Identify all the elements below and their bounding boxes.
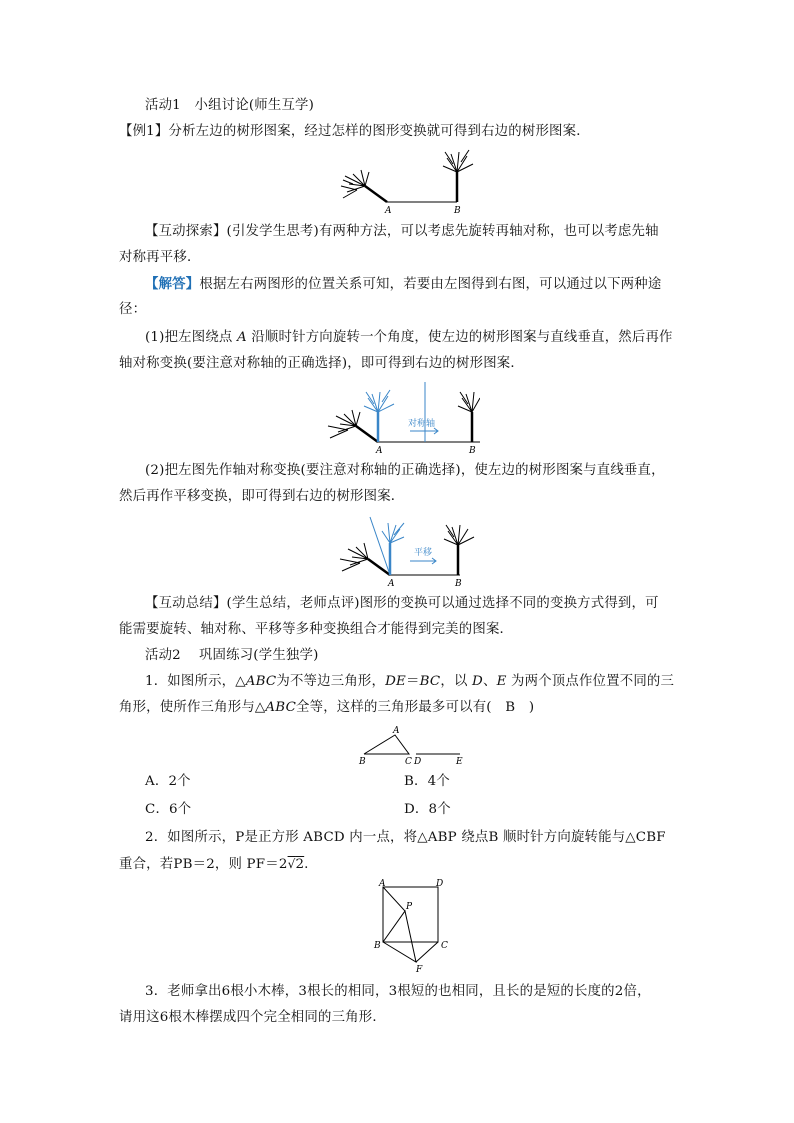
figure5-label-b: B	[374, 941, 381, 951]
figure3-right-tree	[444, 525, 474, 575]
figure1-trees	[335, 146, 475, 216]
figure4-label-a: A	[393, 726, 400, 736]
explore-line2: 对称再平移．	[119, 250, 201, 265]
figure3-left-tree	[340, 543, 390, 575]
q1-option-c: C．6个	[145, 802, 192, 817]
example1-text: 分析左边的树形图案，经过怎样的图形变换就可得到右边的树形图案．	[168, 124, 590, 139]
example1-line	[119, 123, 681, 141]
q1-text-b: 为不等边三角形，	[276, 674, 386, 689]
solution-label: 【解答】	[145, 276, 200, 292]
q1-abc: ABC	[245, 674, 277, 689]
q1-de: DE	[385, 674, 407, 689]
figure4-label-e: E	[456, 757, 463, 767]
figure5-label-c: C	[441, 941, 448, 951]
method1-point-a: A	[237, 330, 247, 345]
figure5-square-abcd	[383, 887, 438, 942]
figure1-right-tree	[443, 150, 473, 202]
explore-label: 【互动探索】	[145, 224, 227, 239]
q1-line1	[145, 673, 707, 691]
q3-line2: 请用这6根木棒摆成四个完全相同的三角形．	[119, 1010, 386, 1025]
q2-text-a: 重合，若PB＝2，则 PF＝2	[119, 857, 288, 872]
q2-text-c: .	[304, 857, 309, 872]
figure4-triangle	[355, 724, 467, 768]
figure1-label-a: A	[385, 206, 392, 216]
figure5-label-d: D	[436, 879, 444, 889]
q1-abc-2: ABC	[265, 700, 297, 715]
q1-text-c: ，以	[440, 674, 468, 689]
figure3-label-b: B	[455, 579, 462, 587]
figure2-reflection	[320, 382, 480, 454]
figure2-left-tree	[328, 410, 378, 442]
solution-line2: 径：	[119, 302, 147, 317]
figure4-label-d: D	[414, 757, 422, 767]
figure3-reflected-tree	[370, 517, 404, 575]
q1-bc: BC	[419, 674, 441, 689]
figure4-label-c: C	[405, 757, 412, 767]
q1-eq: ＝	[406, 674, 420, 689]
q2-line1: 2．如图所示，P是正方形 ABCD 内一点，将△ABP 绕点B 顺时针方向旋转能与△CBF	[145, 830, 666, 845]
method1-line1	[145, 329, 707, 347]
q1-line2	[119, 699, 681, 717]
figure3-shift-label: 平移	[414, 548, 433, 558]
q1-sep: 、	[482, 674, 497, 689]
activity1-title: 活动1 小组讨论(师生互学)	[145, 98, 315, 113]
explore-line1	[145, 223, 707, 241]
summary-line2: 能需要旋转、轴对称、平移等多种变换组合才能得到完美的图案．	[119, 622, 514, 637]
q2-sqrt: √2	[287, 857, 305, 872]
figure3-translation	[330, 515, 475, 587]
explore-text1: (引发学生思考)有两种方法，可以考虑先旋转再轴对称，也可以考虑先轴	[226, 224, 659, 239]
summary-line1	[145, 595, 707, 613]
method1-line2: 轴对称变换(要注意对称轴的正确选择)，即可得到右边的树形图案．	[119, 356, 524, 371]
figure5-inner-lines	[383, 887, 438, 962]
summary-text1: (学生总结，老师点评)图形的变换可以通过选择不同的变换方式得到，可	[226, 596, 659, 611]
q1-text-a: 1．如图所示，△	[145, 674, 246, 689]
figure2-label-b: B	[469, 446, 476, 454]
figure5-square	[372, 878, 452, 976]
q2-line2	[119, 855, 681, 874]
figure3-label-a: A	[388, 579, 395, 587]
q1-d: D	[472, 674, 483, 689]
method1-text-b: 沿顺时针方向旋转一个角度，使左边的树形图案与直线垂直，然后再作	[251, 330, 673, 345]
method1-text-a: (1)把左图绕点	[145, 330, 233, 345]
figure5-label-p: P	[406, 902, 413, 912]
figure2-label-a: A	[376, 446, 383, 454]
example1-label: 【例1】	[119, 124, 169, 139]
q1-option-a: A．2个	[145, 774, 191, 789]
method2-line1: (2)把左图先作轴对称变换(要注意对称轴的正确选择)，使左边的树形图案与直线垂直，	[145, 463, 665, 478]
q1-text-d: 为两个顶点作位置不同的三	[511, 674, 675, 689]
q2-radicand: 2	[295, 857, 305, 872]
q3-line1: 3．老师拿出6根小木棒，3根长的相同，3根短的也相同，且长的是短的长度的2倍，	[145, 984, 651, 999]
figure2-axis-label: 对称轴	[408, 419, 436, 429]
figure4-label-b: B	[359, 757, 366, 767]
summary-label: 【互动总结】	[145, 596, 227, 611]
solution-text1: 根据左右两图形的位置关系可知，若要由左图得到右图，可以通过以下两种途	[199, 277, 662, 292]
figure2-right-tree	[458, 392, 480, 442]
q1-option-b: B．4个	[404, 774, 450, 789]
solution-line1	[145, 275, 707, 294]
figure1-left-tree	[341, 170, 387, 202]
q1-option-d: D．8个	[404, 802, 451, 817]
figure4-triangle-abc	[364, 735, 409, 754]
figure1-label-b: B	[454, 206, 461, 216]
activity2-title: 活动2 巩固练习(学生独学)	[145, 648, 319, 663]
q1-e: E	[496, 674, 507, 689]
figure5-label-f: F	[416, 965, 423, 975]
method2-line2: 然后再作平移变换，即可得到右边的树形图案．	[119, 489, 405, 504]
q1-text-e: 角形，使所作三角形与△	[119, 700, 266, 715]
figure5-label-a: A	[379, 879, 386, 889]
q1-text-f: 全等，这样的三角形最多可以有( B )	[296, 700, 535, 715]
